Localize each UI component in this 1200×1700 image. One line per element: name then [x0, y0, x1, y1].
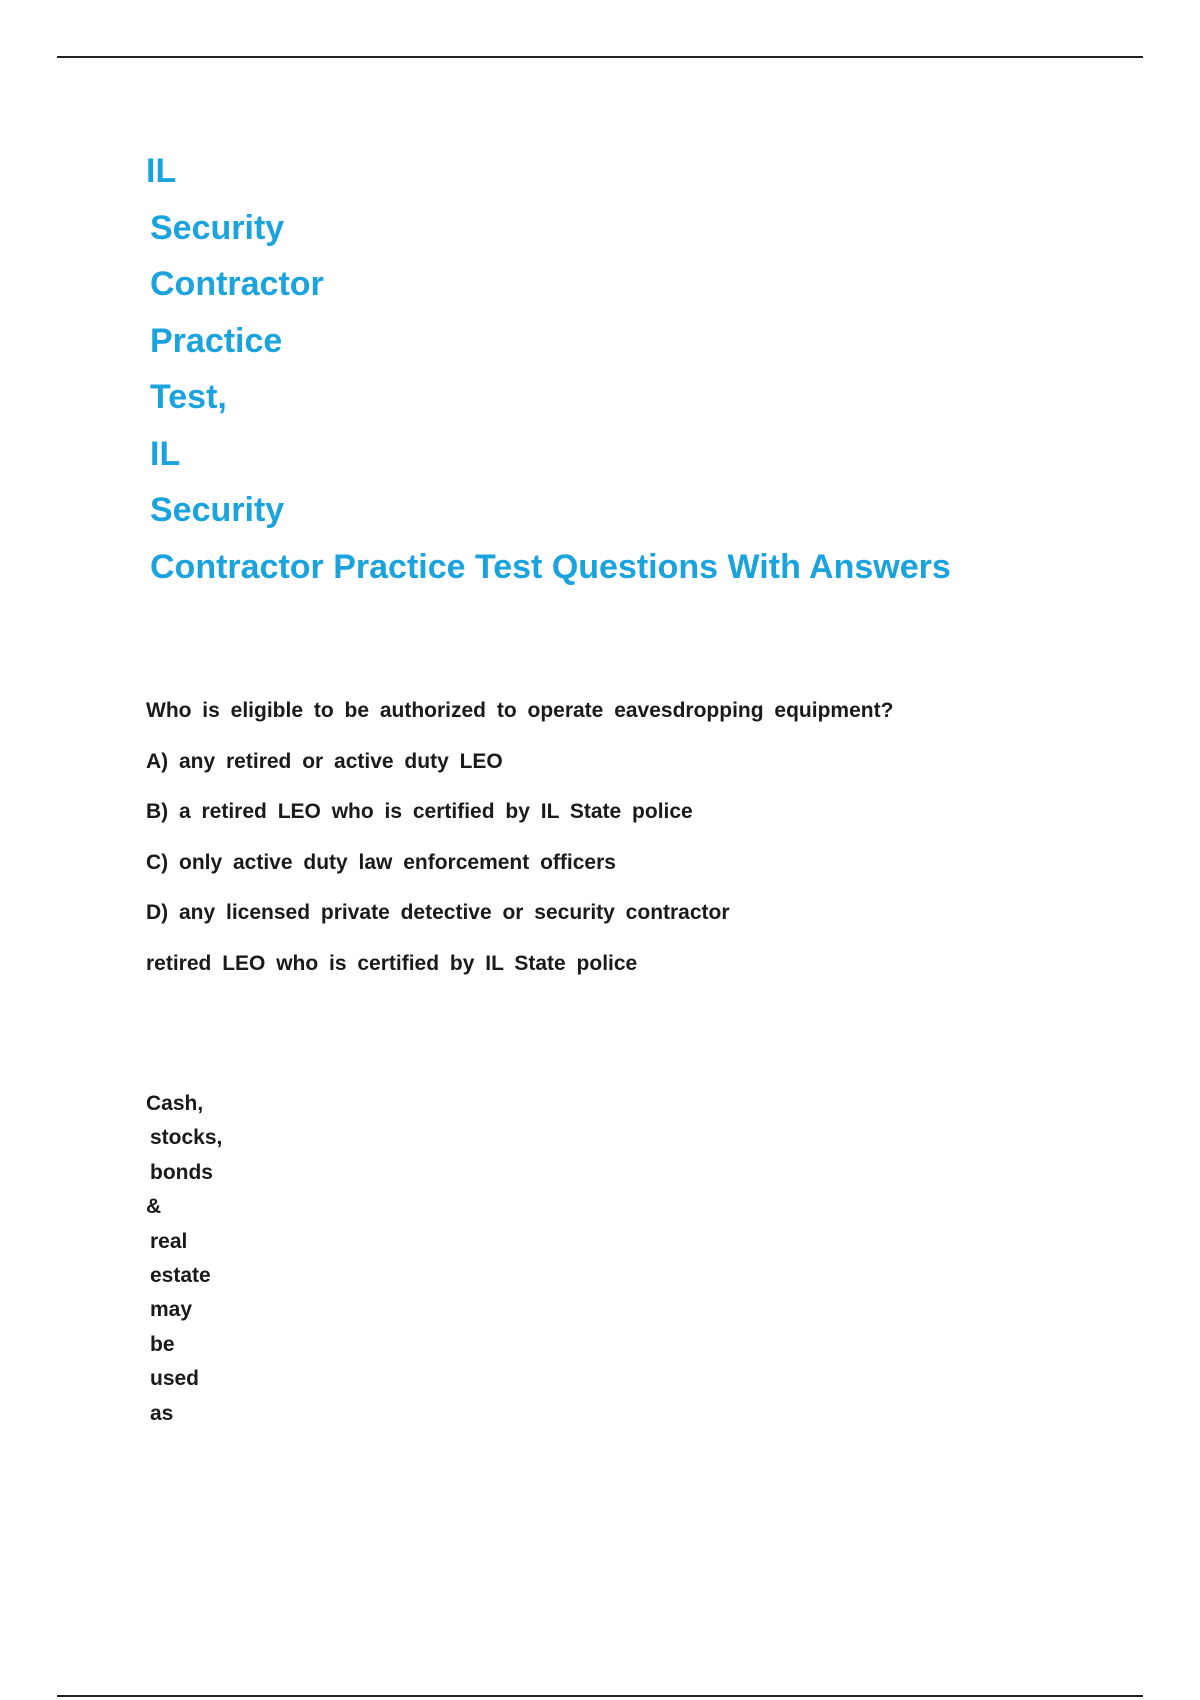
- fragment-word: estate: [150, 1264, 211, 1288]
- fragment-word: bonds: [150, 1160, 213, 1184]
- title-line: Security: [150, 208, 285, 247]
- title-line: IL: [146, 152, 177, 190]
- answer-option-c: C) only active duty law enforcement officers: [146, 850, 616, 874]
- footer-rule: [57, 1695, 1143, 1697]
- fragment-word: real: [150, 1229, 188, 1253]
- fragment-word: be: [150, 1332, 175, 1356]
- answer-option-a: A) any retired or active duty LEO: [146, 749, 503, 773]
- title-line: Practice: [150, 321, 283, 360]
- header-rule: [57, 56, 1143, 58]
- correct-answer: retired LEO who is certified by IL State police: [146, 951, 638, 975]
- document-title: [146, 143, 951, 595]
- title-line: Security: [150, 491, 285, 529]
- answer-option-d: D) any licensed private detective or security contractor: [146, 901, 730, 924]
- question-block: [146, 686, 893, 989]
- title-line: Contractor Practice Test Questions With Answers: [150, 547, 951, 586]
- title-line: Test,: [150, 378, 227, 416]
- fragment-word: stocks,: [150, 1126, 223, 1150]
- fragment-word: may: [150, 1298, 193, 1322]
- title-line: IL: [150, 434, 181, 473]
- next-question-fragment: [146, 1087, 222, 1431]
- fragment-word: as: [150, 1401, 174, 1425]
- question-prompt: Who is eligible to be authorized to operate eavesdropping equipment?: [146, 699, 894, 722]
- fragment-word: Cash,: [146, 1092, 204, 1115]
- fragment-word: used: [150, 1367, 200, 1391]
- answer-option-b: B) a retired LEO who is certified by IL State police: [146, 800, 693, 823]
- title-line: Contractor: [150, 265, 324, 303]
- fragment-word: &: [146, 1195, 162, 1219]
